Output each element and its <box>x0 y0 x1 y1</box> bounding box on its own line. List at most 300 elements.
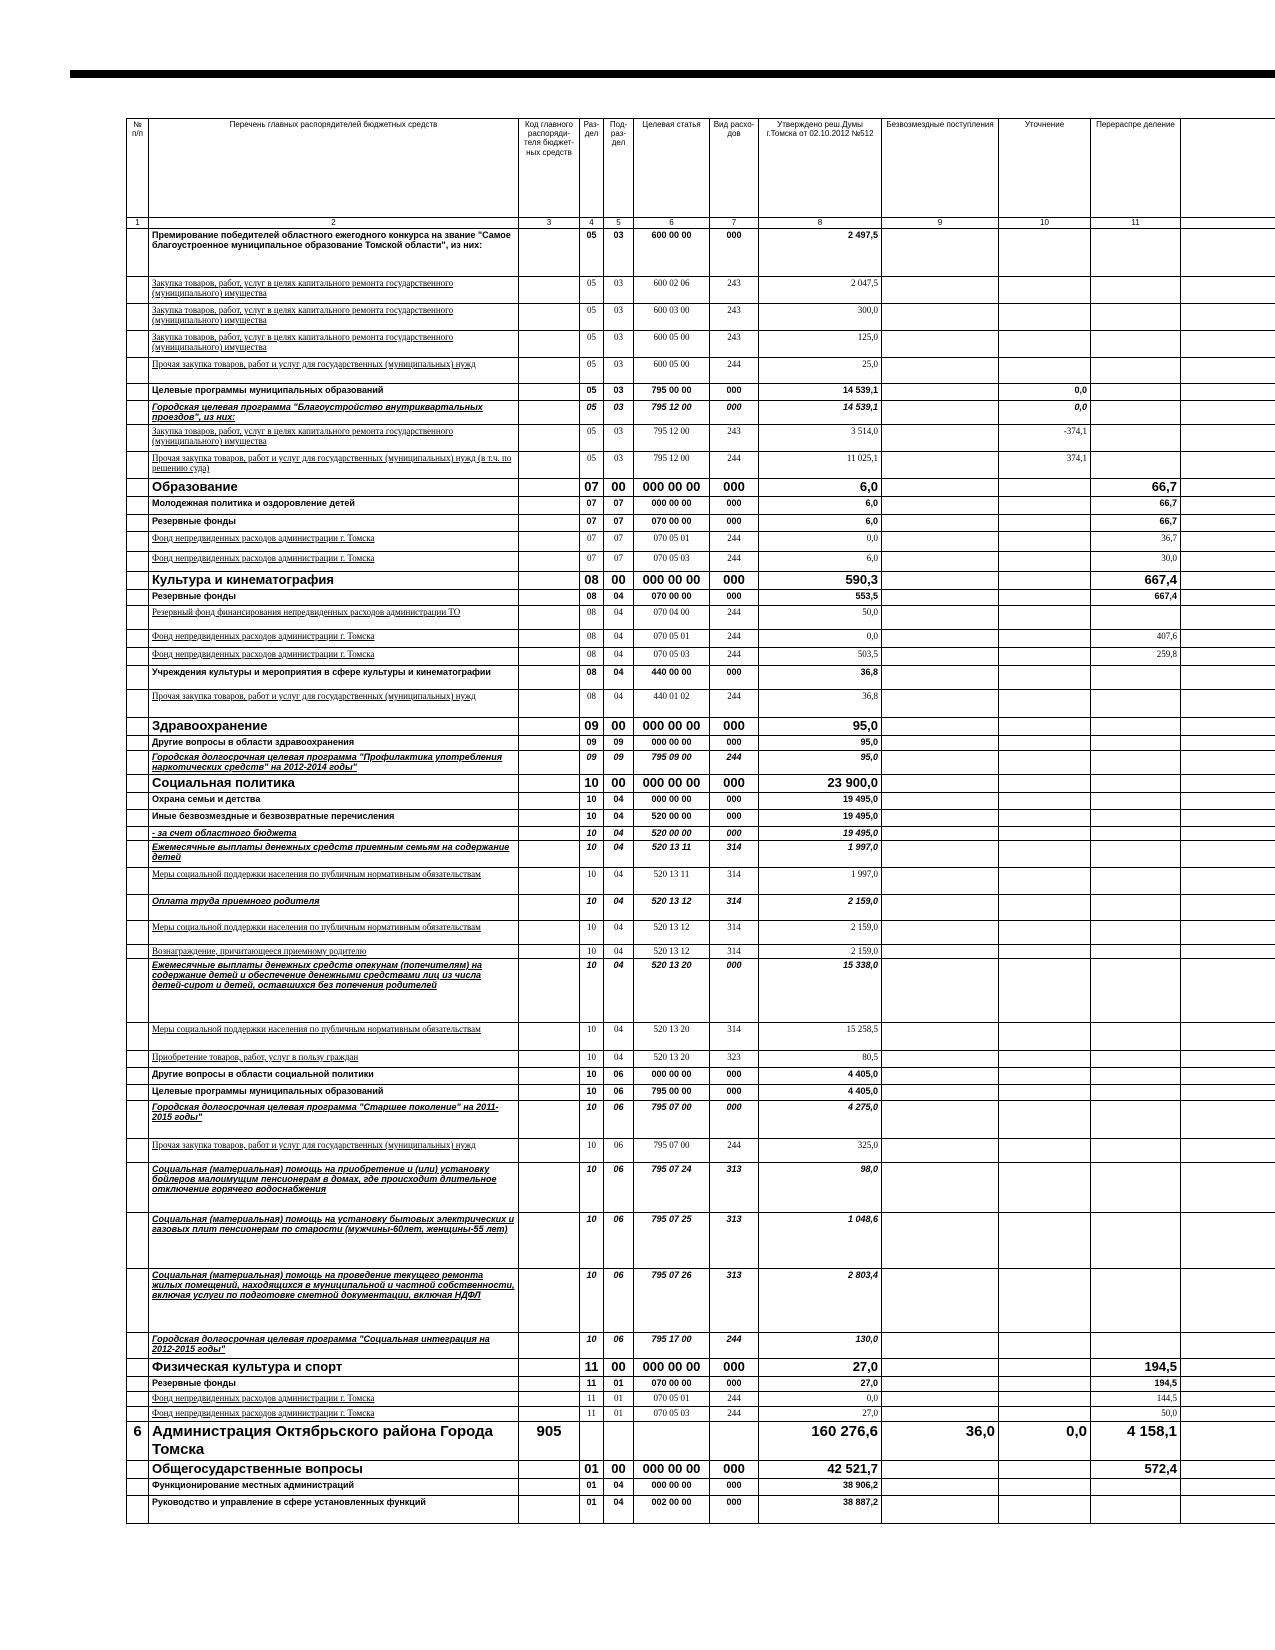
cell-bezv <box>882 384 999 401</box>
cell-vid: 000 <box>710 958 759 1022</box>
cell-statya: 520 13 20 <box>634 1050 710 1067</box>
cell-utoch <box>999 1067 1091 1084</box>
cell-number <box>127 666 149 690</box>
cell-number <box>127 1376 149 1391</box>
cell-number <box>127 1162 149 1212</box>
cell-kod <box>519 630 580 648</box>
cell-number <box>127 944 149 958</box>
cell-vid: 244 <box>710 358 759 384</box>
cell-utv: 19 495,0 <box>759 792 882 809</box>
cell-kod <box>519 358 580 384</box>
cell-number <box>127 515 149 532</box>
cell-number <box>127 840 149 867</box>
cell-extra <box>1181 1212 1275 1268</box>
cell-bezv <box>882 331 999 358</box>
cell-podrazdel: 09 <box>604 750 634 774</box>
cell-kod <box>519 944 580 958</box>
cell-podrazdel: 00 <box>604 774 634 792</box>
cell-bezv <box>882 1268 999 1332</box>
cell-pereras <box>1091 606 1181 630</box>
cell-kod <box>519 1138 580 1162</box>
cell-extra <box>1181 331 1275 358</box>
cell-kod <box>519 425 580 452</box>
header-name: Перечень главных распорядителей бюджетных средств <box>149 119 519 218</box>
cell-utv: 553,5 <box>759 590 882 606</box>
col-number: 3 <box>519 218 580 229</box>
cell-statya: 795 09 00 <box>634 750 710 774</box>
cell-kod <box>519 497 580 515</box>
cell-utv: 11 025,1 <box>759 452 882 479</box>
cell-name: Культура и кинематография <box>149 572 519 590</box>
cell-number <box>127 735 149 750</box>
cell-podrazdel: 04 <box>604 1022 634 1050</box>
cell-extra <box>1181 958 1275 1022</box>
cell-kod <box>519 590 580 606</box>
cell-pereras <box>1091 666 1181 690</box>
cell-kod <box>519 666 580 690</box>
cell-vid: 314 <box>710 840 759 867</box>
table-row <box>127 894 1275 920</box>
cell-utoch <box>999 958 1091 1022</box>
cell-vid: 000 <box>710 718 759 736</box>
table-row <box>127 452 1275 479</box>
cell-statya: 600 05 00 <box>634 358 710 384</box>
table-row <box>127 826 1275 840</box>
cell-utoch <box>999 515 1091 532</box>
cell-podrazdel: 03 <box>604 358 634 384</box>
cell-bezv <box>882 750 999 774</box>
cell-utoch <box>999 666 1091 690</box>
cell-vid: 000 <box>710 229 759 277</box>
cell-vid: 243 <box>710 304 759 331</box>
cell-extra <box>1181 867 1275 894</box>
cell-kod <box>519 1067 580 1084</box>
cell-podrazdel: 07 <box>604 532 634 552</box>
cell-extra <box>1181 735 1275 750</box>
cell-number <box>127 1212 149 1268</box>
cell-number <box>127 452 149 479</box>
cell-name: Социальная (материальная) помощь на приобретение и (или) установку бойлеров малоимущим пенсионерам в домах, где происходит длительное отключение горячего водоснабжения <box>149 1162 519 1212</box>
budget-table <box>126 118 1275 1524</box>
cell-extra <box>1181 666 1275 690</box>
cell-razdel: 08 <box>580 572 604 590</box>
cell-bezv <box>882 1084 999 1100</box>
cell-vid: 000 <box>710 1067 759 1084</box>
cell-statya: 070 05 01 <box>634 532 710 552</box>
cell-number <box>127 1358 149 1376</box>
cell-pereras <box>1091 229 1181 277</box>
cell-razdel: 05 <box>580 277 604 304</box>
cell-extra <box>1181 1084 1275 1100</box>
cell-bezv <box>882 826 999 840</box>
cell-razdel: 09 <box>580 735 604 750</box>
cell-extra <box>1181 572 1275 590</box>
cell-bezv <box>882 497 999 515</box>
cell-utoch <box>999 1332 1091 1358</box>
cell-statya: 070 05 01 <box>634 630 710 648</box>
cell-podrazdel: 04 <box>604 1050 634 1067</box>
cell-vid: 000 <box>710 384 759 401</box>
table-row <box>127 867 1275 894</box>
table-row <box>127 497 1275 515</box>
cell-pereras <box>1091 920 1181 944</box>
cell-extra <box>1181 1495 1275 1523</box>
cell-utoch <box>999 826 1091 840</box>
cell-pereras <box>1091 894 1181 920</box>
cell-number <box>127 792 149 809</box>
col-number: 8 <box>759 218 882 229</box>
cell-name: Прочая закупка товаров, работ и услуг для государственных (муниципальных) нужд (в т.ч. по решению суда) <box>149 452 519 479</box>
cell-number <box>127 809 149 826</box>
cell-utoch: 0,0 <box>999 401 1091 425</box>
cell-podrazdel: 04 <box>604 630 634 648</box>
col-number: 1 <box>127 218 149 229</box>
cell-pereras: 30,0 <box>1091 552 1181 572</box>
cell-extra <box>1181 1358 1275 1376</box>
cell-pereras <box>1091 1022 1181 1050</box>
cell-utoch <box>999 867 1091 894</box>
cell-kod <box>519 840 580 867</box>
cell-utoch <box>999 792 1091 809</box>
cell-kod <box>519 774 580 792</box>
table-row <box>127 401 1275 425</box>
cell-bezv <box>882 1460 999 1478</box>
cell-pereras: 194,5 <box>1091 1376 1181 1391</box>
table-row <box>127 425 1275 452</box>
cell-number <box>127 229 149 277</box>
cell-utoch <box>999 1391 1091 1406</box>
table-row <box>127 358 1275 384</box>
cell-name: Оплата труда приемного родителя <box>149 894 519 920</box>
cell-podrazdel: 03 <box>604 277 634 304</box>
cell-pereras <box>1091 1084 1181 1100</box>
cell-podrazdel: 06 <box>604 1138 634 1162</box>
cell-kod <box>519 750 580 774</box>
cell-number <box>127 1050 149 1067</box>
cell-extra <box>1181 690 1275 718</box>
cell-name: Фонд непредвиденных расходов администрации г. Томска <box>149 648 519 666</box>
cell-pereras <box>1091 1268 1181 1332</box>
table-row <box>127 1162 1275 1212</box>
cell-utv: 14 539,1 <box>759 384 882 401</box>
cell-utoch <box>999 690 1091 718</box>
cell-vid: 244 <box>710 630 759 648</box>
cell-number <box>127 920 149 944</box>
cell-utoch <box>999 1084 1091 1100</box>
col-number: 6 <box>634 218 710 229</box>
cell-utv: 98,0 <box>759 1162 882 1212</box>
table-row <box>127 515 1275 532</box>
cell-utv: 0,0 <box>759 630 882 648</box>
cell-podrazdel: 07 <box>604 515 634 532</box>
cell-name: Резервные фонды <box>149 515 519 532</box>
cell-name: Городская долгосрочная целевая программа "Профилактика употребления наркотических средств" на 2012-2014 годы" <box>149 750 519 774</box>
cell-vid: 000 <box>710 826 759 840</box>
cell-pereras: 667,4 <box>1091 572 1181 590</box>
table-row <box>127 944 1275 958</box>
cell-pereras <box>1091 277 1181 304</box>
cell-pereras <box>1091 735 1181 750</box>
table-row <box>127 1138 1275 1162</box>
cell-name: Прочая закупка товаров, работ и услуг для государственных (муниципальных) нужд <box>149 358 519 384</box>
cell-kod <box>519 920 580 944</box>
cell-podrazdel: 04 <box>604 958 634 1022</box>
cell-razdel: 05 <box>580 384 604 401</box>
cell-statya: 000 00 00 <box>634 735 710 750</box>
cell-bezv <box>882 515 999 532</box>
cell-utoch <box>999 229 1091 277</box>
table-row <box>127 1460 1275 1478</box>
cell-razdel: 10 <box>580 774 604 792</box>
cell-utv: 38 906,2 <box>759 1478 882 1495</box>
cell-vid: 243 <box>710 331 759 358</box>
cell-statya: 070 05 03 <box>634 1406 710 1421</box>
cell-pereras <box>1091 358 1181 384</box>
cell-statya: 600 03 00 <box>634 304 710 331</box>
cell-extra <box>1181 1138 1275 1162</box>
cell-podrazdel: 04 <box>604 894 634 920</box>
cell-utoch <box>999 479 1091 497</box>
cell-extra <box>1181 452 1275 479</box>
cell-vid: 000 <box>710 1460 759 1478</box>
cell-bezv <box>882 1022 999 1050</box>
cell-number <box>127 774 149 792</box>
cell-pereras: 66,7 <box>1091 515 1181 532</box>
cell-kod <box>519 826 580 840</box>
cell-podrazdel: 03 <box>604 229 634 277</box>
cell-podrazdel <box>604 1421 634 1460</box>
cell-extra <box>1181 718 1275 736</box>
cell-name: Целевые программы муниципальных образований <box>149 384 519 401</box>
cell-extra <box>1181 1332 1275 1358</box>
cell-vid: 243 <box>710 425 759 452</box>
cell-extra <box>1181 840 1275 867</box>
cell-podrazdel: 04 <box>604 666 634 690</box>
cell-extra <box>1181 606 1275 630</box>
cell-name: Иные безвозмездные и безвозвратные перечисления <box>149 809 519 826</box>
cell-utv: 590,3 <box>759 572 882 590</box>
cell-razdel: 08 <box>580 690 604 718</box>
cell-bezv <box>882 840 999 867</box>
cell-utoch <box>999 1495 1091 1523</box>
cell-utoch: 374,1 <box>999 452 1091 479</box>
cell-razdel: 11 <box>580 1391 604 1406</box>
cell-razdel: 10 <box>580 958 604 1022</box>
cell-statya: 000 00 00 <box>634 572 710 590</box>
cell-utoch: -374,1 <box>999 425 1091 452</box>
cell-pereras <box>1091 840 1181 867</box>
cell-utv: 42 521,7 <box>759 1460 882 1478</box>
cell-pereras <box>1091 384 1181 401</box>
cell-pereras <box>1091 1495 1181 1523</box>
table-row <box>127 229 1275 277</box>
cell-podrazdel: 04 <box>604 867 634 894</box>
cell-utoch <box>999 1478 1091 1495</box>
cell-pereras: 667,4 <box>1091 590 1181 606</box>
cell-razdel: 08 <box>580 666 604 690</box>
cell-kod <box>519 606 580 630</box>
cell-bezv <box>882 1138 999 1162</box>
cell-pereras: 36,7 <box>1091 532 1181 552</box>
cell-razdel: 11 <box>580 1406 604 1421</box>
cell-pereras <box>1091 1478 1181 1495</box>
table-row <box>127 384 1275 401</box>
cell-kod <box>519 1406 580 1421</box>
cell-vid: 244 <box>710 552 759 572</box>
cell-podrazdel: 06 <box>604 1084 634 1100</box>
table-row <box>127 690 1275 718</box>
cell-razdel: 01 <box>580 1478 604 1495</box>
cell-podrazdel: 09 <box>604 735 634 750</box>
cell-utoch <box>999 894 1091 920</box>
cell-kod <box>519 718 580 736</box>
cell-name: Прочая закупка товаров, работ и услуг для государственных (муниципальных) нужд <box>149 1138 519 1162</box>
cell-extra <box>1181 229 1275 277</box>
cell-statya: 600 02 06 <box>634 277 710 304</box>
cell-number <box>127 606 149 630</box>
cell-utoch <box>999 774 1091 792</box>
cell-pereras: 4 158,1 <box>1091 1421 1181 1460</box>
cell-name: Закупка товаров, работ, услуг в целях капитального ремонта государственного (муниципального) имущества <box>149 425 519 452</box>
cell-pereras <box>1091 809 1181 826</box>
cell-podrazdel: 06 <box>604 1067 634 1084</box>
cell-vid: 244 <box>710 1332 759 1358</box>
cell-razdel: 10 <box>580 920 604 944</box>
cell-name: Меры социальной поддержки населения по публичным нормативным обязательствам <box>149 867 519 894</box>
cell-name: Резервные фонды <box>149 590 519 606</box>
cell-name: Руководство и управление в сфере установленных функций <box>149 1495 519 1523</box>
cell-extra <box>1181 1022 1275 1050</box>
cell-utoch <box>999 735 1091 750</box>
cell-utoch <box>999 840 1091 867</box>
cell-utv: 325,0 <box>759 1138 882 1162</box>
cell-bezv <box>882 867 999 894</box>
cell-extra <box>1181 497 1275 515</box>
cell-utv: 15 258,5 <box>759 1022 882 1050</box>
cell-pereras: 572,4 <box>1091 1460 1181 1478</box>
cell-utv: 27,0 <box>759 1406 882 1421</box>
cell-utv: 4 275,0 <box>759 1100 882 1138</box>
cell-bezv <box>882 532 999 552</box>
cell-utv: 95,0 <box>759 718 882 736</box>
cell-podrazdel: 04 <box>604 809 634 826</box>
cell-razdel: 10 <box>580 1212 604 1268</box>
cell-vid: 314 <box>710 944 759 958</box>
table-row <box>127 735 1275 750</box>
cell-statya: 000 00 00 <box>634 1460 710 1478</box>
cell-kod <box>519 572 580 590</box>
cell-pereras <box>1091 1162 1181 1212</box>
table-row <box>127 479 1275 497</box>
cell-bezv <box>882 630 999 648</box>
table-row <box>127 1391 1275 1406</box>
cell-bezv <box>882 1391 999 1406</box>
cell-number <box>127 826 149 840</box>
cell-extra <box>1181 1478 1275 1495</box>
cell-number <box>127 1084 149 1100</box>
cell-utv: 300,0 <box>759 304 882 331</box>
cell-utv: 6,0 <box>759 515 882 532</box>
table-row <box>127 750 1275 774</box>
cell-utoch <box>999 1406 1091 1421</box>
cell-utv: 0,0 <box>759 532 882 552</box>
header-utv: Утверждено реш.Думы г.Томска от 02.10.2012 №512 <box>759 119 882 218</box>
cell-name: Городская долгосрочная целевая программа "Старшее поколение" на 2011-2015 годы" <box>149 1100 519 1138</box>
cell-extra <box>1181 1050 1275 1067</box>
cell-name: Учреждения культуры и мероприятия в сфере культуры и кинематографии <box>149 666 519 690</box>
cell-utv: 125,0 <box>759 331 882 358</box>
cell-pereras: 194,5 <box>1091 1358 1181 1376</box>
cell-statya: 000 00 00 <box>634 718 710 736</box>
cell-extra <box>1181 1460 1275 1478</box>
cell-vid: 000 <box>710 1376 759 1391</box>
cell-razdel: 10 <box>580 840 604 867</box>
cell-statya: 070 04 00 <box>634 606 710 630</box>
table-row <box>127 552 1275 572</box>
cell-podrazdel: 04 <box>604 690 634 718</box>
cell-utoch <box>999 1376 1091 1391</box>
cell-number <box>127 532 149 552</box>
cell-bezv <box>882 666 999 690</box>
cell-statya: 520 13 20 <box>634 958 710 1022</box>
cell-kod <box>519 1084 580 1100</box>
cell-name: Общегосударственные вопросы <box>149 1460 519 1478</box>
cell-extra <box>1181 479 1275 497</box>
cell-utoch <box>999 304 1091 331</box>
cell-bezv <box>882 572 999 590</box>
cell-utv: 23 900,0 <box>759 774 882 792</box>
cell-bezv <box>882 774 999 792</box>
cell-bezv <box>882 401 999 425</box>
cell-razdel: 10 <box>580 792 604 809</box>
cell-razdel: 10 <box>580 1100 604 1138</box>
table-row <box>127 1100 1275 1138</box>
col-number: 11 <box>1091 218 1181 229</box>
cell-name: Фонд непредвиденных расходов администрации г. Томска <box>149 1406 519 1421</box>
cell-pereras: 259,8 <box>1091 648 1181 666</box>
cell-pereras <box>1091 1332 1181 1358</box>
cell-kod <box>519 452 580 479</box>
cell-bezv <box>882 590 999 606</box>
cell-vid: 314 <box>710 1022 759 1050</box>
cell-number <box>127 1268 149 1332</box>
cell-pereras <box>1091 792 1181 809</box>
cell-kod <box>519 958 580 1022</box>
cell-pereras <box>1091 452 1181 479</box>
table-body <box>127 229 1275 1524</box>
cell-kod <box>519 1268 580 1332</box>
table-row <box>127 792 1275 809</box>
cell-name: Целевые программы муниципальных образований <box>149 1084 519 1100</box>
cell-bezv <box>882 479 999 497</box>
cell-vid: 000 <box>710 666 759 690</box>
cell-statya: 520 13 11 <box>634 840 710 867</box>
cell-number <box>127 331 149 358</box>
cell-name: Ежемесячные выплаты денежных средств приемным семьям на содержание детей <box>149 840 519 867</box>
cell-statya: 795 07 24 <box>634 1162 710 1212</box>
cell-utoch <box>999 630 1091 648</box>
cell-vid: 244 <box>710 606 759 630</box>
cell-bezv <box>882 1376 999 1391</box>
cell-statya: 000 00 00 <box>634 1067 710 1084</box>
cell-name: Социальная (материальная) помощь на проведение текущего ремонта жилых помещений, находящихся в муниципальной и частной собственности, включая услуги по подготовке сметной документации, включая НДФЛ <box>149 1268 519 1332</box>
cell-number <box>127 425 149 452</box>
cell-name: Премирование победителей областного ежегодного конкурса на звание "Самое благоустроенное муниципальное образование Томской области", из них: <box>149 229 519 277</box>
table-row <box>127 304 1275 331</box>
cell-statya: 070 00 00 <box>634 590 710 606</box>
cell-statya: 520 00 00 <box>634 809 710 826</box>
cell-vid: 323 <box>710 1050 759 1067</box>
